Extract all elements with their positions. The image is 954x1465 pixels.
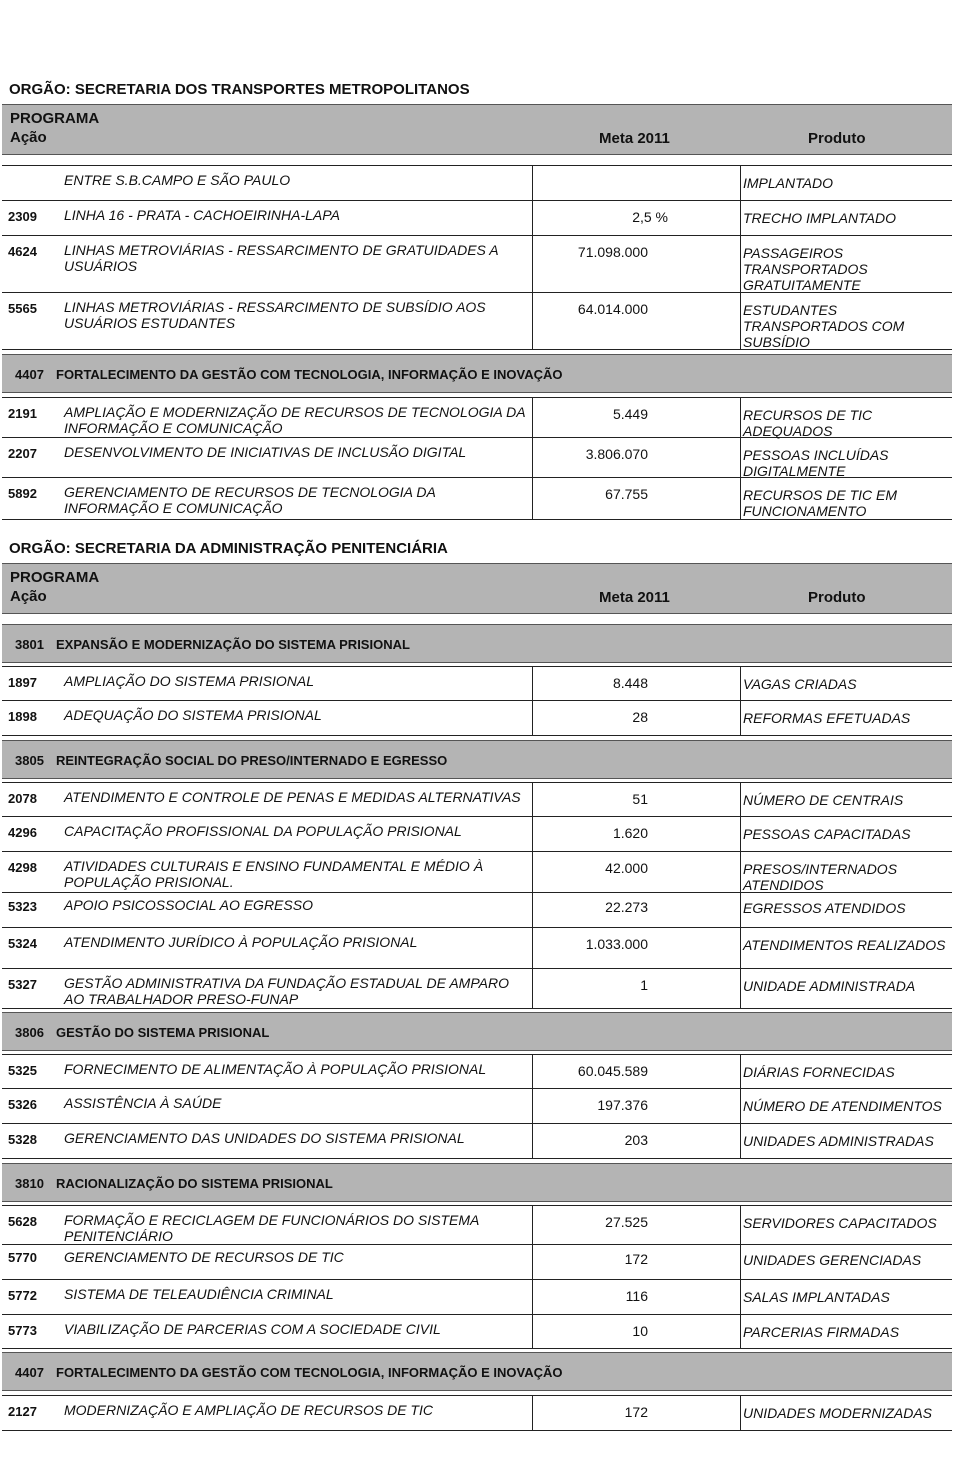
program-name: FORTALECIMENTO DA GESTÃO COM TECNOLOGIA, INFORMAÇÃO E INOVAÇÃO <box>56 367 563 382</box>
program-band <box>2 1012 952 1051</box>
product: NÚMERO DE CENTRAIS <box>743 792 904 808</box>
program-band <box>2 740 952 779</box>
action-desc: ADEQUAÇÃO DO SISTEMA PRISIONAL <box>64 707 322 723</box>
header-programa: PROGRAMA <box>10 569 100 586</box>
program-band <box>2 1352 952 1391</box>
product: ATENDIMENTOS REALIZADOS <box>743 937 946 953</box>
action-desc: GESTÃO ADMINISTRATIVA DA FUNDAÇÃO ESTADUAL DE AMPARO AO TRABALHADOR PRESO-FUNAP <box>64 975 509 1007</box>
meta-value: 28 <box>632 709 648 725</box>
meta-value: 116 <box>625 1288 648 1304</box>
program-code: 3810 <box>15 1176 44 1191</box>
meta-value: 60.045.589 <box>577 1063 648 1079</box>
action-desc: GERENCIAMENTO DE RECURSOS DE TECNOLOGIA DA INFORMAÇÃO E COMUNICAÇÃO <box>64 484 436 516</box>
meta-value: 64.014.000 <box>577 301 648 317</box>
program-name: GESTÃO DO SISTEMA PRISIONAL <box>56 1025 270 1040</box>
product: NÚMERO DE ATENDIMENTOS <box>743 1098 942 1114</box>
action-desc: ASSISTÊNCIA À SAÚDE <box>64 1095 222 1111</box>
product: SERVIDORES CAPACITADOS <box>743 1215 937 1231</box>
action-code: 5892 <box>8 486 37 501</box>
orgao-title: ORGÃO: SECRETARIA DA ADMINISTRAÇÃO PENITENCIÁRIA <box>9 540 448 557</box>
product: PESSOAS CAPACITADAS <box>743 826 911 842</box>
action-code: 5773 <box>8 1323 37 1338</box>
product: PASSAGEIROS TRANSPORTADOS GRATUITAMENTE <box>743 245 868 293</box>
meta-value: 1 <box>640 977 648 993</box>
program-code: 4407 <box>15 1365 44 1380</box>
action-desc: LINHAS METROVIÁRIAS - RESSARCIMENTO DE GRATUIDADES A USUÁRIOS <box>64 242 499 274</box>
meta-value: 22.273 <box>605 899 648 915</box>
table-row <box>2 928 952 969</box>
meta-value: 51 <box>632 791 648 807</box>
action-code: 2309 <box>8 209 37 224</box>
meta-value: 203 <box>624 1132 648 1148</box>
header-programa: PROGRAMA <box>10 110 100 127</box>
meta-value: 67.755 <box>605 486 648 502</box>
meta-value: 5.449 <box>612 406 648 422</box>
product: PRESOS/INTERNADOS ATENDIDOS <box>743 861 898 893</box>
meta-value: 3.806.070 <box>585 446 648 462</box>
product: UNIDADES GERENCIADAS <box>743 1252 922 1268</box>
table-row <box>2 852 952 893</box>
table-row <box>2 438 952 478</box>
header-produto: Produto <box>808 130 866 147</box>
action-code: 1897 <box>8 675 37 690</box>
action-code: 2127 <box>8 1404 37 1419</box>
action-desc: CAPACITAÇÃO PROFISSIONAL DA POPULAÇÃO PRISIONAL <box>64 823 462 839</box>
action-desc: DESENVOLVIMENTO DE INICIATIVAS DE INCLUSÃO DIGITAL <box>64 444 467 460</box>
meta-value: 42.000 <box>605 860 648 876</box>
action-code: 4298 <box>8 860 37 875</box>
action-desc: AMPLIAÇÃO DO SISTEMA PRISIONAL <box>64 673 314 689</box>
table-row <box>2 1205 952 1245</box>
program-code: 4407 <box>15 367 44 382</box>
product: UNIDADES MODERNIZADAS <box>743 1405 933 1421</box>
action-desc: ATENDIMENTO JURÍDICO À POPULAÇÃO PRISIONAL <box>64 934 418 950</box>
table-row <box>2 165 952 201</box>
action-code: 4296 <box>8 825 37 840</box>
action-code: 5323 <box>8 899 37 914</box>
program-code: 3805 <box>15 753 44 768</box>
table-row <box>2 701 952 736</box>
header-produto: Produto <box>808 589 866 606</box>
product: UNIDADE ADMINISTRADA <box>743 978 916 994</box>
table-row <box>2 666 952 701</box>
action-code: 2191 <box>8 406 37 421</box>
action-code: 5324 <box>8 936 37 951</box>
table-row <box>2 1054 952 1089</box>
table-row <box>2 1089 952 1124</box>
action-desc: AMPLIAÇÃO E MODERNIZAÇÃO DE RECURSOS DE TECNOLOGIA DA INFORMAÇÃO E COMUNICAÇÃO <box>64 404 526 436</box>
action-desc: FORNECIMENTO DE ALIMENTAÇÃO À POPULAÇÃO PRISIONAL <box>64 1061 487 1077</box>
meta-value: 1.033.000 <box>585 936 648 952</box>
action-code: 2207 <box>8 446 37 461</box>
meta-value: 10 <box>632 1323 648 1339</box>
action-desc: ATIVIDADES CULTURAIS E ENSINO FUNDAMENTAL E MÉDIO À POPULAÇÃO PRISIONAL. <box>64 858 484 890</box>
program-name: RACIONALIZAÇÃO DO SISTEMA PRISIONAL <box>56 1176 333 1191</box>
meta-value: 27.525 <box>605 1214 648 1230</box>
table-row <box>2 817 952 852</box>
program-band <box>2 1163 952 1202</box>
table-row <box>2 397 952 438</box>
action-code: 5325 <box>8 1063 37 1078</box>
action-code: 5565 <box>8 301 37 316</box>
product: IMPLANTADO <box>743 175 833 191</box>
table-row <box>2 201 952 236</box>
action-desc: SISTEMA DE TELEAUDIÊNCIA CRIMINAL <box>64 1286 334 1302</box>
action-desc: VIABILIZAÇÃO DE PARCERIAS COM A SOCIEDADE CIVIL <box>64 1321 441 1337</box>
program-band <box>2 354 952 393</box>
header-meta: Meta 2011 <box>599 130 670 147</box>
action-desc: GERENCIAMENTO DE RECURSOS DE TIC <box>64 1249 344 1265</box>
product: DIÁRIAS FORNECIDAS <box>743 1064 895 1080</box>
table-row <box>2 1280 952 1315</box>
header-acao: Ação <box>10 588 47 605</box>
table-row <box>2 893 952 928</box>
action-code: 5327 <box>8 977 37 992</box>
program-name: EXPANSÃO E MODERNIZAÇÃO DO SISTEMA PRISIONAL <box>56 637 410 652</box>
product: ESTUDANTES TRANSPORTADOS COM SUBSÍDIO <box>743 302 905 350</box>
action-desc: APOIO PSICOSSOCIAL AO EGRESSO <box>64 897 313 913</box>
program-code: 3801 <box>15 637 44 652</box>
product: EGRESSOS ATENDIDOS <box>743 900 906 916</box>
meta-value: 1.620 <box>612 825 648 841</box>
meta-value: 2,5 % <box>632 209 668 225</box>
program-band <box>2 624 952 663</box>
action-code: 5328 <box>8 1132 37 1147</box>
product: UNIDADES ADMINISTRADAS <box>743 1133 934 1149</box>
table-row <box>2 293 952 350</box>
table-row <box>2 1395 952 1431</box>
product: REFORMAS EFETUADAS <box>743 710 911 726</box>
product: RECURSOS DE TIC EM FUNCIONAMENTO <box>743 487 898 519</box>
orgao-title: ORGÃO: SECRETARIA DOS TRANSPORTES METROPOLITANOS <box>9 81 470 98</box>
header-meta: Meta 2011 <box>599 589 670 606</box>
table-row <box>2 236 952 293</box>
meta-value: 197.376 <box>597 1097 648 1113</box>
meta-value: 8.448 <box>612 675 648 691</box>
table-row <box>2 478 952 520</box>
program-code: 3806 <box>15 1025 44 1040</box>
product: TRECHO IMPLANTADO <box>743 210 896 226</box>
action-desc: FORMAÇÃO E RECICLAGEM DE FUNCIONÁRIOS DO SISTEMA PENITENCIÁRIO <box>64 1212 479 1244</box>
table-header <box>2 104 952 155</box>
table-row <box>2 1124 952 1159</box>
action-code: 4624 <box>8 244 37 259</box>
action-desc: LINHA 16 - PRATA - CACHOEIRINHA-LAPA <box>64 207 340 223</box>
table-row <box>2 969 952 1009</box>
action-desc: ATENDIMENTO E CONTROLE DE PENAS E MEDIDAS ALTERNATIVAS <box>64 789 521 805</box>
table-row <box>2 1315 952 1349</box>
action-desc: ENTRE S.B.CAMPO E SÃO PAULO <box>64 172 291 188</box>
meta-value: 172 <box>624 1251 648 1267</box>
product: PESSOAS INCLUÍDAS DIGITALMENTE <box>743 447 889 479</box>
meta-value: 71.098.000 <box>577 244 648 260</box>
header-acao: Ação <box>10 129 47 146</box>
action-desc: MODERNIZAÇÃO E AMPLIAÇÃO DE RECURSOS DE TIC <box>64 1402 433 1418</box>
program-name: REINTEGRAÇÃO SOCIAL DO PRESO/INTERNADO E EGRESSO <box>56 753 448 768</box>
action-code: 5326 <box>8 1097 37 1112</box>
action-code: 5628 <box>8 1214 37 1229</box>
action-code: 2078 <box>8 791 37 806</box>
product: VAGAS CRIADAS <box>743 676 857 692</box>
product: PARCERIAS FIRMADAS <box>743 1324 900 1340</box>
product: SALAS IMPLANTADAS <box>743 1289 890 1305</box>
action-desc: GERENCIAMENTO DAS UNIDADES DO SISTEMA PRISIONAL <box>64 1130 465 1146</box>
action-code: 5772 <box>8 1288 37 1303</box>
table-row <box>2 782 952 817</box>
meta-value: 172 <box>624 1404 648 1420</box>
table-row <box>2 1245 952 1280</box>
table-header <box>2 563 952 614</box>
action-code: 1898 <box>8 709 37 724</box>
action-code: 5770 <box>8 1250 37 1265</box>
program-name: FORTALECIMENTO DA GESTÃO COM TECNOLOGIA, INFORMAÇÃO E INOVAÇÃO <box>56 1365 563 1380</box>
product: RECURSOS DE TIC ADEQUADOS <box>743 407 873 439</box>
action-desc: LINHAS METROVIÁRIAS - RESSARCIMENTO DE SUBSÍDIO AOS USUÁRIOS ESTUDANTES <box>64 299 486 331</box>
